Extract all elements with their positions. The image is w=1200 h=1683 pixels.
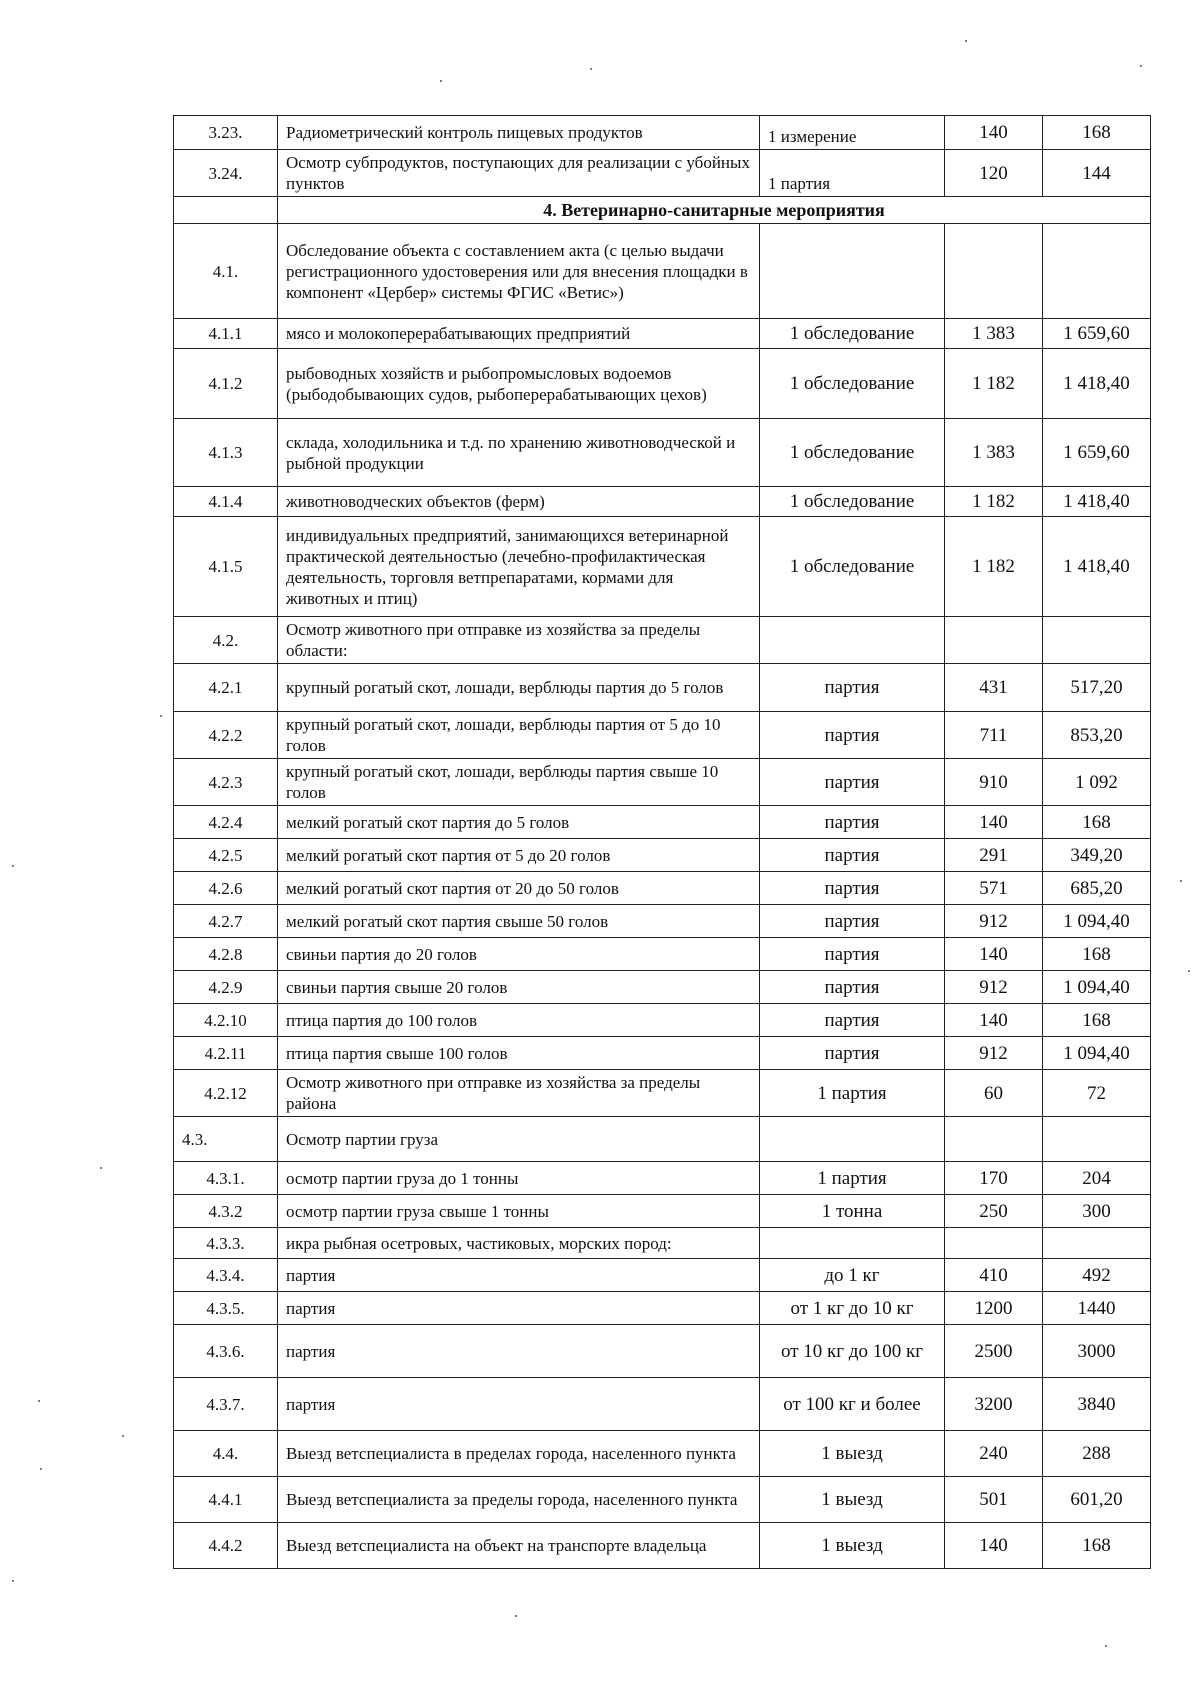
item-description: индивидуальных предприятий, занимающихся ветеринарной практической деятельностью (лечебно-профилактическая деятельность, торговля ветпрепаратами, кормами для животных и птиц)	[278, 517, 760, 617]
item-unit: партия	[760, 1037, 945, 1070]
item-unit: партия	[760, 905, 945, 938]
table-row	[174, 349, 1151, 419]
price-with-vat: 1 418,40	[1043, 487, 1151, 517]
price-without-vat: 1200	[945, 1292, 1043, 1325]
price-with-vat: 517,20	[1043, 664, 1151, 712]
price-with-vat: 349,20	[1043, 839, 1151, 872]
price-with-vat	[1043, 1117, 1151, 1162]
item-unit: от 10 кг до 100 кг	[760, 1325, 945, 1378]
item-description: осмотр партии груза свыше 1 тонны	[278, 1195, 760, 1228]
section-header-row	[174, 197, 1151, 224]
item-description: свиньи партия до 20 голов	[278, 938, 760, 971]
item-description: партия	[278, 1292, 760, 1325]
price-without-vat: 2500	[945, 1325, 1043, 1378]
table-row	[174, 1070, 1151, 1117]
item-unit: 1 обследование	[760, 319, 945, 349]
item-number: 4.3.3.	[174, 1228, 278, 1259]
table-row	[174, 905, 1151, 938]
item-unit: от 100 кг и более	[760, 1378, 945, 1431]
item-number: 4.2.11	[174, 1037, 278, 1070]
item-description: Осмотр животного при отправке из хозяйства за пределы области:	[278, 617, 760, 664]
price-with-vat: 492	[1043, 1259, 1151, 1292]
item-unit: от 1 кг до 10 кг	[760, 1292, 945, 1325]
item-description: икра рыбная осетровых, частиковых, морских пород:	[278, 1228, 760, 1259]
item-unit: 1 партия	[760, 1070, 945, 1117]
item-number: 4.2.5	[174, 839, 278, 872]
scan-speck	[1188, 970, 1190, 972]
item-description: Обследование объекта с составлением акта (с целью выдачи регистрационного удостоверения или для внесения площадки в компонент «Цербер» системы ФГИС «Ветис»)	[278, 224, 760, 319]
item-description: партия	[278, 1259, 760, 1292]
item-unit: партия	[760, 872, 945, 905]
price-with-vat: 601,20	[1043, 1477, 1151, 1523]
price-without-vat: 410	[945, 1259, 1043, 1292]
scan-speck	[100, 1167, 102, 1169]
price-without-vat: 140	[945, 1004, 1043, 1037]
item-unit: 1 выезд	[760, 1523, 945, 1569]
item-unit: 1 тонна	[760, 1195, 945, 1228]
item-description: Осмотр животного при отправке из хозяйства за пределы района	[278, 1070, 760, 1117]
item-unit: 1 выезд	[760, 1431, 945, 1477]
item-unit: партия	[760, 1004, 945, 1037]
item-number: 4.3.	[174, 1117, 278, 1162]
price-with-vat: 3840	[1043, 1378, 1151, 1431]
table-row	[174, 1228, 1151, 1259]
price-with-vat: 300	[1043, 1195, 1151, 1228]
price-without-vat: 140	[945, 1523, 1043, 1569]
section-title: 4. Ветеринарно-санитарные мероприятия	[278, 197, 1151, 224]
item-description: крупный рогатый скот, лошади, верблюды партия до 5 голов	[278, 664, 760, 712]
item-number: 4.3.4.	[174, 1259, 278, 1292]
table-row	[174, 1162, 1151, 1195]
item-number: 4.1.2	[174, 349, 278, 419]
table-row	[174, 319, 1151, 349]
price-without-vat: 1 182	[945, 487, 1043, 517]
price-with-vat: 168	[1043, 938, 1151, 971]
item-number: 4.2.7	[174, 905, 278, 938]
item-unit: партия	[760, 806, 945, 839]
table-row	[174, 150, 1151, 197]
price-with-vat: 1 094,40	[1043, 1037, 1151, 1070]
item-number: 3.23.	[174, 116, 278, 150]
price-with-vat: 1 094,40	[1043, 905, 1151, 938]
price-with-vat: 1 659,60	[1043, 319, 1151, 349]
item-description: осмотр партии груза до 1 тонны	[278, 1162, 760, 1195]
table-row	[174, 1523, 1151, 1569]
price-without-vat: 571	[945, 872, 1043, 905]
table-row	[174, 487, 1151, 517]
item-description: мелкий рогатый скот партия от 5 до 20 голов	[278, 839, 760, 872]
price-without-vat	[945, 1117, 1043, 1162]
price-without-vat: 1 383	[945, 319, 1043, 349]
item-description: крупный рогатый скот, лошади, верблюды партия от 5 до 10 голов	[278, 712, 760, 759]
table-row	[174, 839, 1151, 872]
table-row	[174, 1477, 1151, 1523]
price-with-vat	[1043, 617, 1151, 664]
item-unit: 1 обследование	[760, 487, 945, 517]
item-number: 4.3.6.	[174, 1325, 278, 1378]
price-with-vat: 144	[1043, 150, 1151, 197]
item-unit	[760, 224, 945, 319]
price-with-vat: 1 092	[1043, 759, 1151, 806]
item-number: 4.1.5	[174, 517, 278, 617]
price-without-vat: 1 182	[945, 349, 1043, 419]
price-without-vat: 912	[945, 905, 1043, 938]
price-without-vat	[945, 224, 1043, 319]
scan-speck	[40, 1468, 42, 1470]
item-description: свиньи партия свыше 20 голов	[278, 971, 760, 1004]
scan-speck	[160, 715, 162, 717]
item-number: 4.1.1	[174, 319, 278, 349]
item-description: склада, холодильника и т.д. по хранению животноводческой и рыбной продукции	[278, 419, 760, 487]
item-description: животноводческих объектов (ферм)	[278, 487, 760, 517]
table-row	[174, 712, 1151, 759]
item-number: 4.4.2	[174, 1523, 278, 1569]
price-without-vat: 140	[945, 938, 1043, 971]
table-row	[174, 938, 1151, 971]
price-with-vat	[1043, 1228, 1151, 1259]
item-number: 4.3.1.	[174, 1162, 278, 1195]
price-without-vat	[945, 617, 1043, 664]
price-without-vat: 120	[945, 150, 1043, 197]
table-row	[174, 1325, 1151, 1378]
price-without-vat: 912	[945, 1037, 1043, 1070]
scan-speck	[965, 40, 967, 42]
scan-speck	[590, 68, 592, 70]
item-number: 3.24.	[174, 150, 278, 197]
item-unit: 1 обследование	[760, 517, 945, 617]
item-description: мелкий рогатый скот партия от 20 до 50 голов	[278, 872, 760, 905]
scan-speck	[12, 865, 14, 867]
price-with-vat: 72	[1043, 1070, 1151, 1117]
price-without-vat: 3200	[945, 1378, 1043, 1431]
item-number: 4.4.	[174, 1431, 278, 1477]
price-without-vat: 60	[945, 1070, 1043, 1117]
table-row	[174, 1004, 1151, 1037]
item-description: Осмотр партии груза	[278, 1117, 760, 1162]
price-with-vat: 168	[1043, 1523, 1151, 1569]
price-with-vat: 288	[1043, 1431, 1151, 1477]
item-number: 4.3.5.	[174, 1292, 278, 1325]
item-number: 4.2.8	[174, 938, 278, 971]
scan-speck	[122, 1435, 124, 1437]
item-number: 4.3.7.	[174, 1378, 278, 1431]
table-row	[174, 971, 1151, 1004]
item-number: 4.2.9	[174, 971, 278, 1004]
item-number: 4.2.6	[174, 872, 278, 905]
item-number: 4.1.	[174, 224, 278, 319]
price-with-vat: 1 418,40	[1043, 517, 1151, 617]
price-with-vat	[1043, 224, 1151, 319]
item-unit: 1 партия	[760, 1162, 945, 1195]
price-with-vat: 1 418,40	[1043, 349, 1151, 419]
item-description: мелкий рогатый скот партия свыше 50 голов	[278, 905, 760, 938]
item-number: 4.2.12	[174, 1070, 278, 1117]
price-with-vat: 1440	[1043, 1292, 1151, 1325]
table-row	[174, 617, 1151, 664]
item-unit	[760, 1117, 945, 1162]
item-description: мелкий рогатый скот партия до 5 голов	[278, 806, 760, 839]
table-row	[174, 1378, 1151, 1431]
table-row	[174, 1431, 1151, 1477]
table-row	[174, 1259, 1151, 1292]
item-number: 4.4.1	[174, 1477, 278, 1523]
scan-speck	[1140, 65, 1142, 67]
item-description: Выезд ветспециалиста в пределах города, населенного пункта	[278, 1431, 760, 1477]
scan-speck	[12, 1580, 14, 1582]
table-row	[174, 872, 1151, 905]
price-without-vat: 140	[945, 806, 1043, 839]
price-without-vat: 501	[945, 1477, 1043, 1523]
item-number: 4.2.4	[174, 806, 278, 839]
scan-speck	[38, 1400, 40, 1402]
item-description: птица партия до 100 голов	[278, 1004, 760, 1037]
price-without-vat: 240	[945, 1431, 1043, 1477]
table-row	[174, 806, 1151, 839]
item-description: Выезд ветспециалиста на объект на транспорте владельца	[278, 1523, 760, 1569]
item-number: 4.2.	[174, 617, 278, 664]
item-unit: партия	[760, 971, 945, 1004]
price-without-vat: 912	[945, 971, 1043, 1004]
price-without-vat: 1 182	[945, 517, 1043, 617]
item-description: рыбоводных хозяйств и рыбопромысловых водоемов (рыбодобывающих судов, рыбоперерабатывающих цехов)	[278, 349, 760, 419]
item-number: 4.3.2	[174, 1195, 278, 1228]
price-without-vat: 140	[945, 116, 1043, 150]
table-row	[174, 517, 1151, 617]
price-without-vat: 170	[945, 1162, 1043, 1195]
price-with-vat: 168	[1043, 116, 1151, 150]
item-unit: 1 партия	[760, 150, 945, 197]
table-row	[174, 419, 1151, 487]
price-without-vat: 1 383	[945, 419, 1043, 487]
price-without-vat: 431	[945, 664, 1043, 712]
price-with-vat: 685,20	[1043, 872, 1151, 905]
table-row	[174, 116, 1151, 150]
item-unit	[760, 617, 945, 664]
item-unit: партия	[760, 759, 945, 806]
table-row	[174, 1117, 1151, 1162]
item-unit: партия	[760, 712, 945, 759]
item-unit: партия	[760, 839, 945, 872]
item-number: 4.2.10	[174, 1004, 278, 1037]
price-with-vat: 1 659,60	[1043, 419, 1151, 487]
item-description: Радиометрический контроль пищевых продуктов	[278, 116, 760, 150]
item-unit: партия	[760, 938, 945, 971]
item-number: 4.2.2	[174, 712, 278, 759]
item-unit: партия	[760, 664, 945, 712]
item-unit: 1 измерение	[760, 116, 945, 150]
item-unit: до 1 кг	[760, 1259, 945, 1292]
table-row	[174, 664, 1151, 712]
table-row	[174, 224, 1151, 319]
item-unit: 1 выезд	[760, 1477, 945, 1523]
price-without-vat: 910	[945, 759, 1043, 806]
scan-speck	[440, 80, 442, 82]
table-row	[174, 1195, 1151, 1228]
item-description: Выезд ветспециалиста за пределы города, населенного пункта	[278, 1477, 760, 1523]
price-with-vat: 3000	[1043, 1325, 1151, 1378]
price-with-vat: 168	[1043, 806, 1151, 839]
item-description: мясо и молокоперерабатывающих предприятий	[278, 319, 760, 349]
item-description: партия	[278, 1378, 760, 1431]
price-with-vat: 204	[1043, 1162, 1151, 1195]
table-row	[174, 1037, 1151, 1070]
price-without-vat: 291	[945, 839, 1043, 872]
item-unit	[760, 1228, 945, 1259]
price-without-vat	[945, 1228, 1043, 1259]
item-number: 4.1.3	[174, 419, 278, 487]
price-with-vat: 168	[1043, 1004, 1151, 1037]
price-with-vat: 853,20	[1043, 712, 1151, 759]
scan-speck	[515, 1615, 517, 1617]
item-unit: 1 обследование	[760, 419, 945, 487]
price-with-vat: 1 094,40	[1043, 971, 1151, 1004]
price-without-vat: 250	[945, 1195, 1043, 1228]
table-row	[174, 759, 1151, 806]
item-number: 4.1.4	[174, 487, 278, 517]
price-table-body	[174, 116, 1151, 1569]
scan-speck	[1180, 880, 1182, 882]
item-description: Осмотр субпродуктов, поступающих для реализации с убойных пунктов	[278, 150, 760, 197]
price-without-vat: 711	[945, 712, 1043, 759]
item-description: птица партия свыше 100 голов	[278, 1037, 760, 1070]
item-number: 4.2.3	[174, 759, 278, 806]
scan-speck	[1105, 1645, 1107, 1647]
price-table	[173, 115, 1151, 1569]
item-unit: 1 обследование	[760, 349, 945, 419]
empty-cell	[174, 197, 278, 224]
item-description: партия	[278, 1325, 760, 1378]
item-number: 4.2.1	[174, 664, 278, 712]
table-row	[174, 1292, 1151, 1325]
item-description: крупный рогатый скот, лошади, верблюды партия свыше 10 голов	[278, 759, 760, 806]
